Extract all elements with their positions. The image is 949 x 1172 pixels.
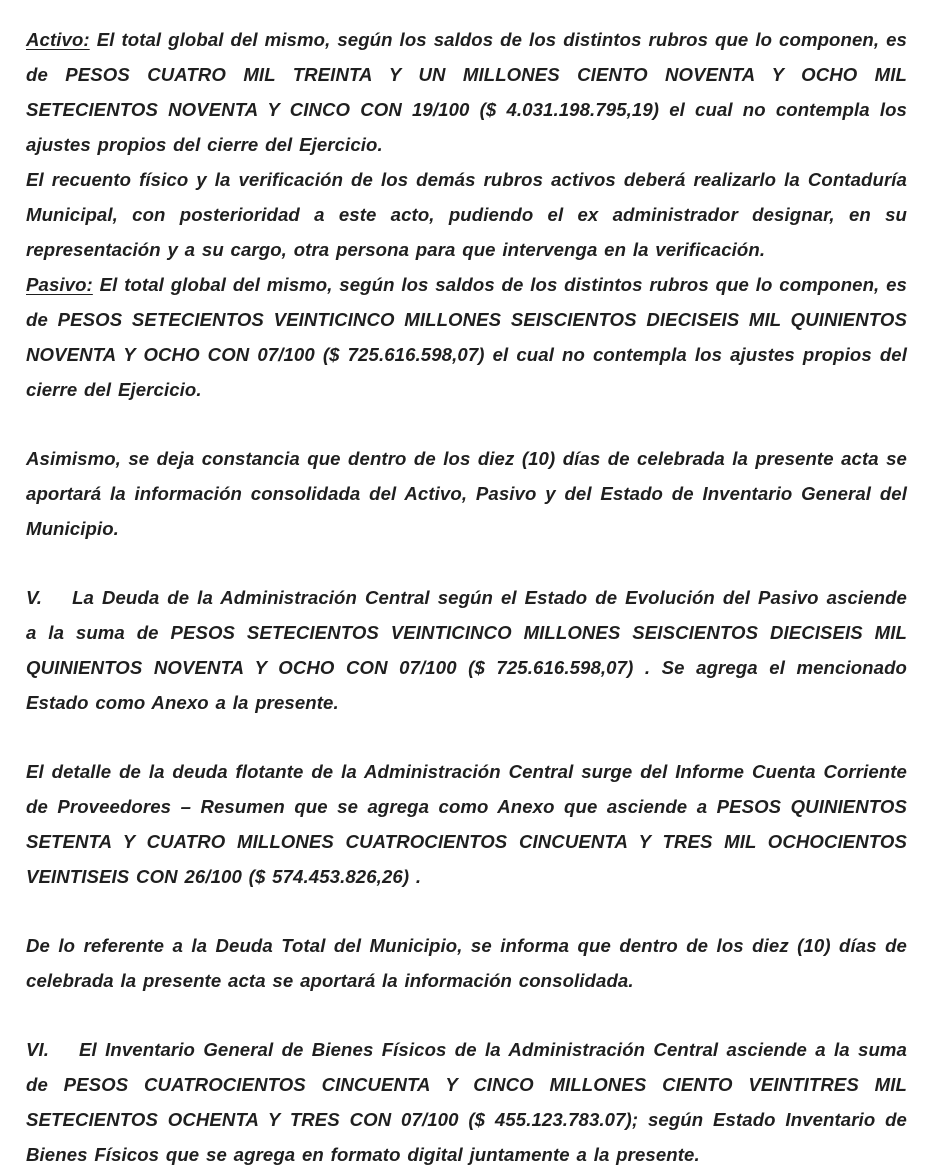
- scanned-document-page: [26, 22, 907, 1172]
- paragraph-item-v: [26, 580, 907, 720]
- pasivo-label: Pasivo:: [26, 274, 93, 295]
- item-v-number: V.: [26, 587, 43, 608]
- paragraph-item-vi: [26, 1032, 907, 1172]
- paragraph-recuento-fisico: [26, 162, 907, 267]
- item-vi-number: VI.: [26, 1039, 50, 1060]
- activo-label: Activo:: [26, 29, 90, 50]
- paragraph-asimismo-text: Asimismo, se deja constancia que dentro de los diez (10) días de celebrada la presente acta se aportará la información consolidada del Activo, Pasivo y del Estado de Inventario General del Municipio.: [26, 448, 907, 539]
- paragraph-deuda-flotante: [26, 754, 907, 894]
- paragraph-pasivo: [26, 267, 907, 407]
- paragraph-asimismo: [26, 441, 907, 546]
- paragraph-deuda-flotante-text: El detalle de la deuda flotante de la Administración Central surge del Informe Cuenta Corriente de Proveedores – Resumen que se agrega como Anexo que asciende a PESOS QUINIENTOS SETENTA Y CUATRO MILLONES CUATROCIENTOS CINCUENTA Y TRES MIL OCHOCIENTOS VEINTISEIS CON 26/100 ($ 574.453.826,26) .: [26, 761, 907, 887]
- paragraph-deuda-total-text: De lo referente a la Deuda Total del Municipio, se informa que dentro de los diez (10) días de celebrada la presente acta se aportará la información consolidada.: [26, 935, 907, 991]
- paragraph-item-vi-text: El Inventario General de Bienes Físicos de la Administración Central asciende a la suma de PESOS CUATROCIENTOS CINCUENTA Y CINCO MILLONES CIENTO VEINTITRES MIL SETECIENTOS OCHENTA Y TRES CON 07/100 ($ 455.123.783.07); según Estado Inventario de Bienes Físicos que se agrega en formato digital juntamente a la presente.: [26, 1039, 907, 1165]
- paragraph-item-v-text: La Deuda de la Administración Central según el Estado de Evolución del Pasivo asciende a la suma de PESOS SETECIENTOS VEINTICINCO MILLONES SEISCIENTOS DIECISEIS MIL QUINIENTOS NOVENTA Y OCHO CON 07/100 ($ 725.616.598,07) . Se agrega el mencionado Estado como Anexo a la presente.: [26, 587, 907, 713]
- paragraph-recuento-fisico-text: El recuento físico y la verificación de los demás rubros activos deberá realizarlo la Contaduría Municipal, con posterioridad a este acto, pudiendo el ex administrador designar, en su representación y a su cargo, otra persona para que intervenga en la verificación.: [26, 169, 907, 260]
- paragraph-activo: [26, 22, 907, 162]
- paragraph-activo-text: El total global del mismo, según los saldos de los distintos rubros que lo componen, es de PESOS CUATRO MIL TREINTA Y UN MILLONES CIENTO NOVENTA Y OCHO MIL SETECIENTOS NOVENTA Y CINCO CON 19/100 ($ 4.031.198.795,19) el cual no contempla los ajustes propios del cierre del Ejercicio.: [26, 29, 907, 155]
- paragraph-pasivo-text: El total global del mismo, según los saldos de los distintos rubros que lo componen, es de PESOS SETECIENTOS VEINTICINCO MILLONES SEISCIENTOS DIECISEIS MIL QUINIENTOS NOVENTA Y OCHO CON 07/100 ($ 725.616.598,07) el cual no contempla los ajustes propios del cierre del Ejercicio.: [26, 274, 907, 400]
- paragraph-deuda-total: [26, 928, 907, 998]
